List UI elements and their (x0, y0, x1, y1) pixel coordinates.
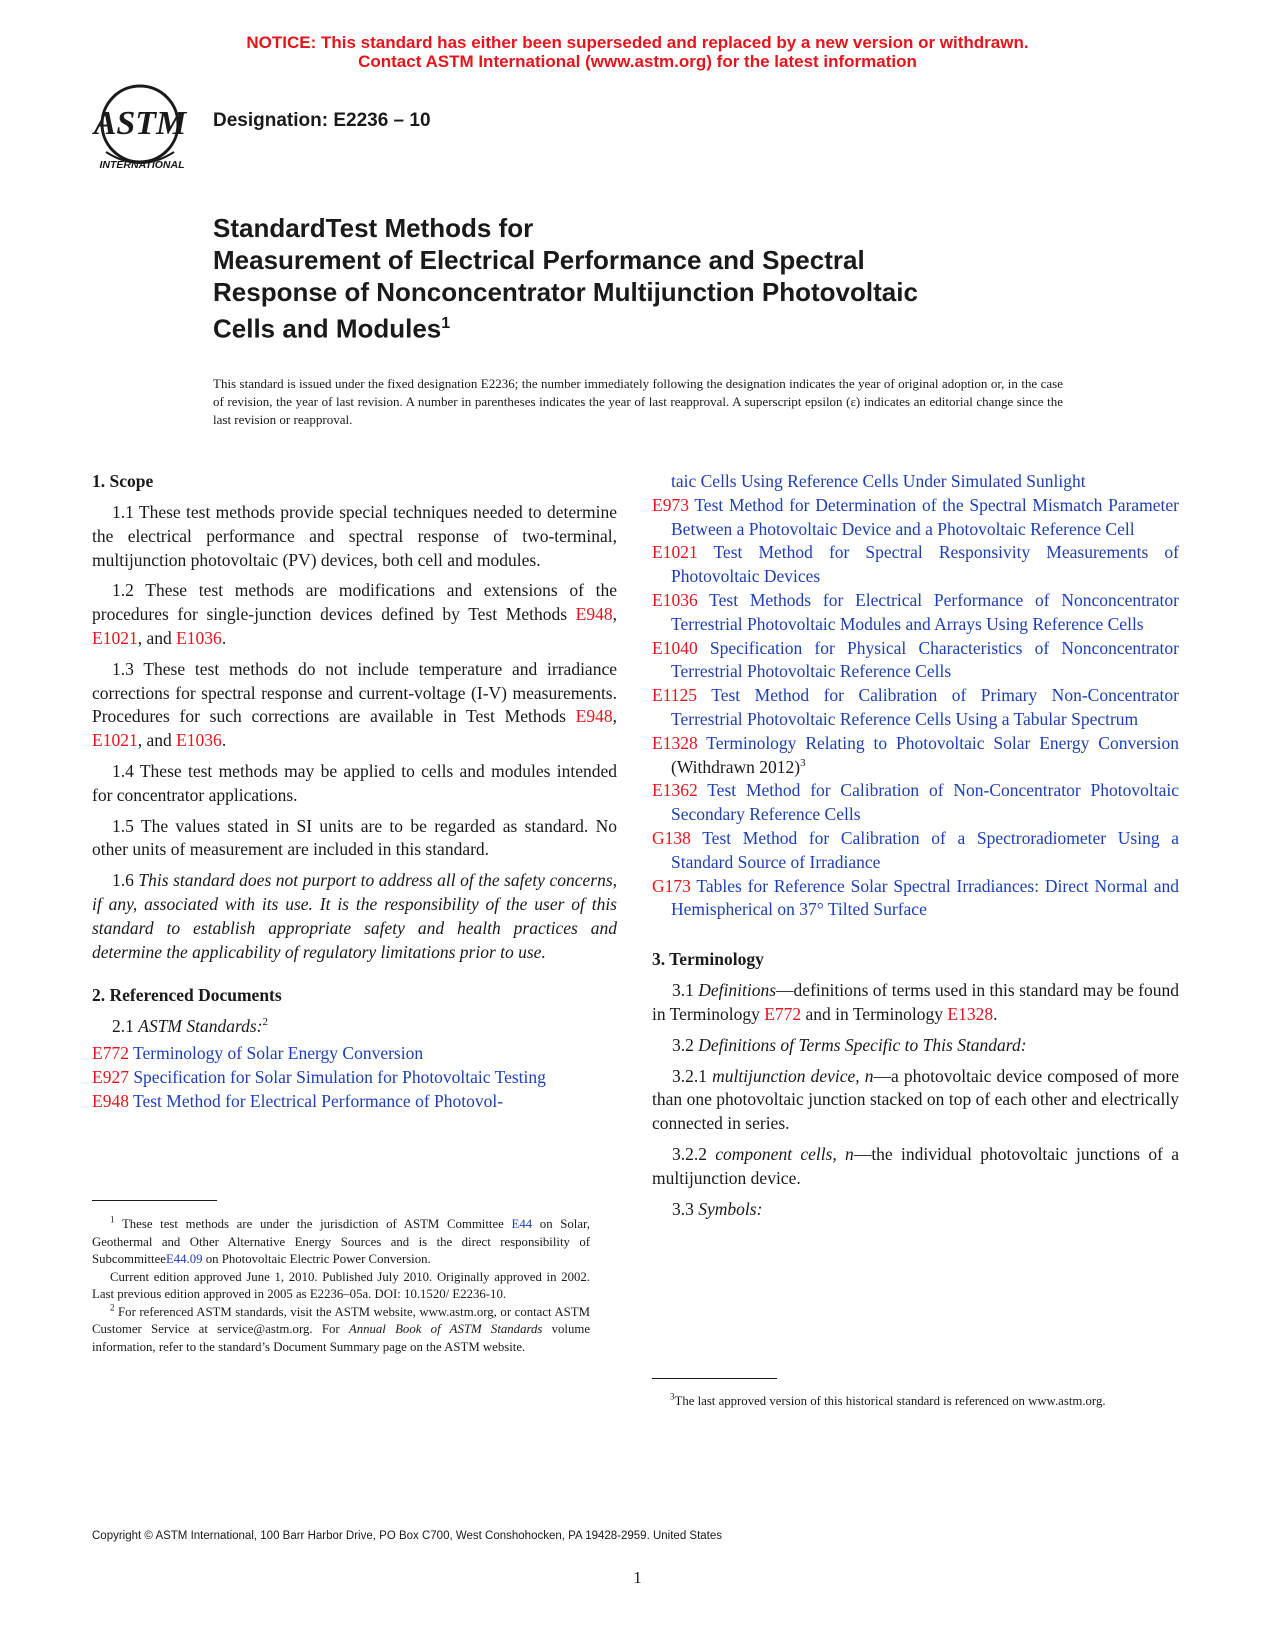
ref-name[interactable]: Test Method for Electrical Performance of Photovol- (133, 1090, 504, 1111)
ref-name[interactable]: Tables for Reference Solar Spectral Irradiances: Direct Normal and Hemispherical on 37° Tilted Surface (671, 875, 1180, 920)
ref-code[interactable]: E1036 (652, 589, 698, 610)
ref-code[interactable]: E1362 (652, 780, 698, 801)
scope-1-5: 1.5 The values stated in SI units are to be regarded as standard. No other units of measurement are included in this standard. (92, 815, 617, 860)
ref-code[interactable]: E927 (92, 1066, 129, 1087)
ref-name[interactable]: Terminology of Solar Energy Conversion (133, 1043, 424, 1064)
footnote-divider (92, 1200, 217, 1201)
page-number: 1 (633, 1568, 642, 1587)
footnote-mark: 3 (670, 1391, 675, 1402)
issued-note: This standard is issued under the fixed designation E2236; the number immediately following the designation indicates the year of original adoption or, in the case of revision, the year of last revision. A number in parentheses indicates the year of last reapproval. A superscript epsilon (ε) indicates an editorial change since the last revision or reapproval. (213, 376, 1063, 427)
term-text: —a photovoltaic device composed of more than one photovoltaic junction stacked on top of each other and electrically connected in series. (652, 1065, 1180, 1134)
ref-name[interactable]: Terminology Relating to Photovoltaic Solar Energy Conversion (706, 732, 1179, 753)
logo-subtext: INTERNATIONAL (99, 159, 185, 171)
sep: , and (137, 730, 177, 751)
term-3-2-1 (652, 1065, 1179, 1136)
copyright: Copyright © ASTM International, 100 Barr Harbor Drive, PO Box C700, West Conshohocken, PA 19428-2959. United States (92, 1530, 723, 1542)
footnote-text: The last approved version of this historical standard is referenced on www.astm.org. (674, 1394, 1106, 1408)
title-line-1: StandardTest Methods for (213, 213, 534, 243)
scope-heading: 1. Scope (92, 471, 154, 491)
link-e44[interactable]: E44 (511, 1217, 533, 1231)
ref-code[interactable]: E1040 (652, 637, 698, 658)
ref-code[interactable]: E1125 (652, 685, 698, 706)
term-text: —definitions of terms used in this standard may be found in Terminology (652, 980, 1180, 1024)
ref-item[interactable] (652, 637, 1179, 685)
right-column (652, 470, 1179, 1228)
ref-code[interactable]: E1328 (652, 732, 698, 753)
term-label: Symbols: (698, 1198, 763, 1219)
link-e1021[interactable]: E1021 (92, 627, 138, 648)
link-e772[interactable]: E772 (764, 1003, 802, 1024)
ref-item[interactable] (652, 589, 1179, 637)
notice-line-1: NOTICE: This standard has either been superseded and replaced by a new version or withdrawn. (246, 33, 1029, 52)
ref-item[interactable] (92, 1042, 617, 1066)
term-label: Definitions (698, 980, 777, 1001)
term-label: multijunction device, n (712, 1065, 874, 1086)
term-num: 3.1 (672, 980, 699, 1001)
notice-line-2: Contact ASTM International (www.astm.org) for the latest information (358, 52, 917, 71)
ref-item[interactable] (652, 875, 1179, 923)
ref-code[interactable]: G138 (652, 827, 691, 848)
footnote-divider (652, 1378, 777, 1379)
ref-item[interactable] (652, 541, 1179, 589)
sep: , and (137, 627, 177, 648)
title-line-4-text: Cells and Modules (213, 313, 442, 344)
term-num: 3.2.1 (672, 1065, 713, 1086)
footnote-text: on Solar, Geothermal and Other Alternative Energy Sources and is the direct responsibility of Subcommittee (92, 1217, 590, 1266)
title-line-3: Response of Nonconcentrator Multijunction Photovoltaic (213, 277, 918, 307)
title-footnote-mark: 1 (441, 315, 451, 332)
right-footnotes (652, 1393, 1152, 1411)
ref-name[interactable]: Test Method for Calibration of a Spectroradiometer Using a Standard Source of Irradiance (671, 827, 1179, 872)
link-e44-09[interactable]: E44.09 (165, 1252, 203, 1266)
ref-item[interactable] (92, 1066, 617, 1090)
sep: . (221, 730, 227, 751)
refdocs-2-1-text: ASTM Standards: (138, 1016, 263, 1037)
link-e1021[interactable]: E1021 (92, 730, 138, 751)
refdocs-2-1 (92, 1015, 617, 1039)
title-line-2: Measurement of Electrical Performance and Spectral (213, 245, 865, 275)
ref-item[interactable] (652, 779, 1179, 827)
sep: , (612, 706, 617, 727)
sep: , (612, 604, 617, 625)
designation: Designation: E2236 – 10 (213, 110, 431, 131)
ref-code[interactable]: E1021 (652, 542, 698, 563)
ref-name[interactable]: Specification for Solar Simulation for Photovoltaic Testing (133, 1066, 546, 1087)
footnote-1-edition: Current edition approved June 1, 2010. Published July 2010. Originally approved in 2002. Last previous edition approved in 2005 as E2236–05a. DOI: 10.1520/ E2236-10. (92, 1269, 590, 1301)
ref-name[interactable]: Test Methods for Electrical Performance of Nonconcentrator Terrestrial Photovoltaic Modules and Arrays Using Reference Cells (671, 589, 1179, 634)
term-3-1 (652, 979, 1179, 1027)
scope-1-3-text: 1.3 These test methods do not include temperature and irradiance corrections for spectral response and current-voltage (I-V) measurements. Procedures for such corrections are available in Test Methods (92, 658, 617, 727)
scope-1-6-text: This standard does not purport to address all of the safety concerns, if any, associated with its use. It is the responsibility of the user of this standard to establish appropriate safety and health practices and determine the applicability of regulatory limitations prior to use. (92, 870, 618, 962)
withdrawn-notice (0, 33, 1275, 71)
footnote-text: on Photovoltaic Electric Power Conversion. (202, 1252, 431, 1266)
scope-1-3 (92, 658, 617, 753)
ref-item[interactable] (652, 827, 1179, 875)
link-e1036[interactable]: E1036 (176, 627, 222, 648)
term-num: 3.2.2 (672, 1143, 716, 1164)
ref-name[interactable]: Specification for Physical Characteristics of Nonconcentrator Terrestrial Photovoltaic Reference Cells (671, 637, 1179, 682)
page-title (213, 212, 1113, 345)
left-column (92, 470, 617, 1114)
footnote-2 (92, 1304, 590, 1357)
astm-logo-icon (92, 82, 202, 178)
ref-item[interactable] (652, 494, 1179, 542)
footnote-text: For referenced ASTM standards, visit the ASTM website, www.astm.org, or contact ASTM Customer Service at service@astm.org. For (92, 1304, 590, 1336)
scope-1-6 (92, 869, 617, 964)
ref-suffix: (Withdrawn 2012) (671, 756, 801, 777)
ref-name[interactable]: taic Cells Using Reference Cells Under Simulated Sunlight (671, 471, 1086, 491)
title-line-4 (213, 308, 1113, 345)
ref-name[interactable]: Test Method for Calibration of Non-Concentrator Photovoltaic Secondary Reference Cells (671, 780, 1179, 825)
link-e948[interactable]: E948 (575, 706, 613, 727)
sep: . (221, 627, 227, 648)
link-e1036[interactable]: E1036 (176, 730, 222, 751)
footnote-mark: 2 (262, 1016, 269, 1029)
ref-name[interactable]: Test Method for Calibration of Primary Non-Concentrator Terrestrial Photovoltaic Reference Cells Using a Tabular Spectrum (671, 685, 1179, 729)
term-num: 3.2 (672, 1034, 699, 1055)
term-text: and in Terminology (801, 1003, 948, 1024)
scope-1-2-text: 1.2 These test methods are modifications and extensions of the procedures for single-junction devices defined by Test Methods (92, 580, 617, 625)
left-footnotes (92, 1216, 590, 1356)
ref-item-continued[interactable] (652, 470, 1179, 494)
ref-name[interactable]: Test Method for Determination of the Spectral Mismatch Parameter Between a Photovoltaic Device and a Photovoltaic Reference Cell (671, 494, 1180, 539)
term-num: 3.3 (672, 1198, 699, 1219)
term-3-2 (652, 1034, 1179, 1058)
term-label: component cells, n (715, 1143, 854, 1164)
refdocs-2-1-num: 2.1 (112, 1016, 139, 1037)
logo-text: ASTM (93, 105, 187, 142)
footnote-italic: Annual Book of ASTM Standards (348, 1322, 543, 1336)
footnote-3 (652, 1393, 1152, 1411)
term-3-3 (652, 1198, 1179, 1222)
footnote-mark: 2 (110, 1302, 115, 1313)
scope-1-6-num: 1.6 (112, 870, 139, 891)
term-text: —the individual photovoltaic junctions of a multijunction device. (652, 1143, 1180, 1188)
link-e1328[interactable]: E1328 (947, 1003, 994, 1024)
footnote-1 (92, 1216, 590, 1269)
scope-1-1: 1.1 These test methods provide special techniques needed to determine the electrical performance and spectral response of two-terminal, multijunction photovoltaic (PV) devices, both cell and modules. (92, 502, 617, 570)
sep: . (993, 1003, 998, 1024)
refdocs-heading: 2. Referenced Documents (92, 985, 282, 1006)
footnote-mark: 3 (800, 756, 806, 769)
ref-code[interactable]: E948 (92, 1090, 129, 1111)
footnote-text: volume information, refer to the standard’s Document Summary page on the ASTM website. (92, 1322, 591, 1354)
terminology-heading: 3. Terminology (652, 949, 764, 970)
ref-code[interactable]: E772 (92, 1043, 129, 1064)
scope-1-4: 1.4 These test methods may be applied to cells and modules intended for concentrator applications. (92, 760, 617, 805)
footnote-text: These test methods are under the jurisdiction of ASTM Committee (114, 1217, 512, 1231)
footnote-mark: 1 (110, 1214, 115, 1225)
link-e948[interactable]: E948 (575, 604, 613, 625)
ref-code[interactable]: G173 (652, 875, 691, 896)
term-3-2-2 (652, 1143, 1179, 1191)
ref-item[interactable] (652, 684, 1179, 732)
term-label: Definitions of Terms Specific to This Standard: (698, 1034, 1027, 1055)
ref-item[interactable] (92, 1090, 617, 1114)
scope-1-2 (92, 579, 617, 650)
ref-name[interactable]: Test Method for Spectral Responsivity Measurements of Photovoltaic Devices (671, 542, 1179, 587)
ref-item[interactable] (652, 732, 1179, 780)
ref-code[interactable]: E973 (652, 494, 689, 515)
